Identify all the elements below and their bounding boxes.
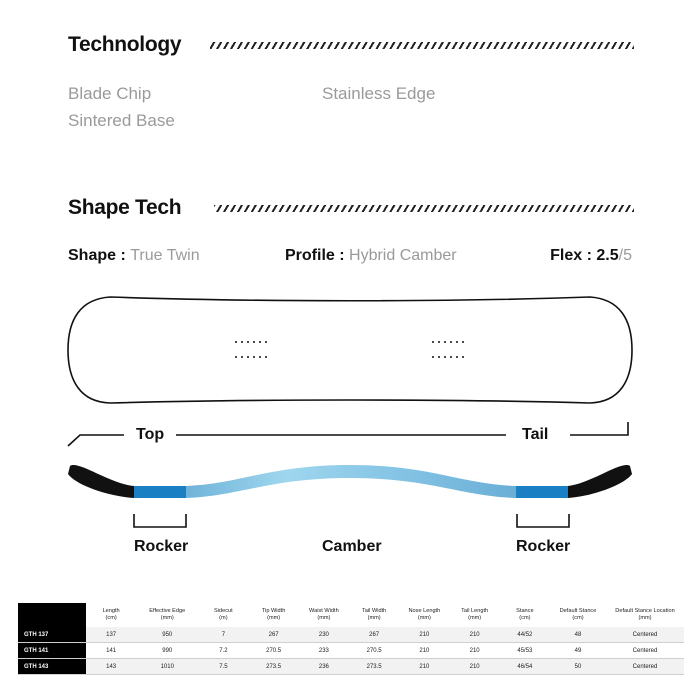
column-header-unit: (mm) [317, 615, 331, 621]
feature-sintered-base: Sintered Base [68, 111, 175, 130]
column-header-label: Tail Length [461, 608, 489, 614]
specs-table [18, 603, 684, 675]
column-header [136, 603, 198, 627]
shape-value: True Twin [130, 247, 200, 264]
column-header [198, 603, 248, 627]
table-cell: 210 [450, 627, 500, 643]
table-row [18, 659, 684, 675]
column-header-unit: (cm) [572, 615, 584, 621]
flex-max: /5 [618, 247, 632, 264]
rocker-left-section [134, 486, 186, 498]
table-cell: 233 [299, 643, 349, 659]
table-cell: 7 [198, 627, 248, 643]
technology-title: Technology [68, 33, 182, 56]
table-cell: 270.5 [249, 643, 299, 659]
model-header [18, 603, 86, 627]
profile-label: Profile : [285, 247, 345, 264]
table-cell: 210 [399, 643, 449, 659]
column-header-label: Tail Width [362, 608, 387, 614]
column-header-unit: (mm) [638, 615, 652, 621]
table-cell: 137 [86, 627, 136, 643]
table-cell: 210 [399, 659, 449, 675]
table-cell: 44/52 [500, 627, 550, 643]
table-cell: 7.5 [198, 659, 248, 675]
flex-label: Flex : [550, 247, 592, 264]
column-header-unit: (mm) [417, 615, 431, 621]
flex-value: 2.5 [596, 247, 619, 264]
column-header [249, 603, 299, 627]
column-header-label: Stance [516, 608, 534, 614]
feature-blade-chip: Blade Chip [68, 84, 152, 103]
column-header [550, 603, 606, 627]
table-cell: Centered [606, 627, 684, 643]
table-cell: 270.5 [349, 643, 399, 659]
table-cell: Centered [606, 643, 684, 659]
feature-stainless-edge: Stainless Edge [322, 84, 436, 103]
shape-tech-title: Shape Tech [68, 196, 182, 219]
column-header-unit: (mm) [267, 615, 281, 621]
rocker-left-bracket [134, 514, 186, 527]
rocker-right-label: Rocker [516, 538, 571, 555]
column-header [399, 603, 449, 627]
table-cell: 273.5 [349, 659, 399, 675]
column-header-unit: (mm) [367, 615, 381, 621]
profile-value: Hybrid Camber [349, 247, 457, 264]
table-cell: Centered [606, 659, 684, 675]
top-label: Top [136, 426, 165, 443]
table-cell: 1010 [136, 659, 198, 675]
table-cell: 267 [249, 627, 299, 643]
table-cell: 48 [550, 627, 606, 643]
column-header-label: Tip Width [261, 608, 286, 614]
table-row [18, 643, 684, 659]
table-cell: 990 [136, 643, 198, 659]
tail-indicator-line [570, 422, 628, 435]
column-header-unit: (mm) [468, 615, 482, 621]
column-header [349, 603, 399, 627]
column-header [500, 603, 550, 627]
column-header-label: Default Stance Location [615, 608, 675, 614]
table-cell: 141 [86, 643, 136, 659]
table-row [18, 627, 684, 643]
column-header-label: Waist Width [309, 608, 339, 614]
camber-section [186, 465, 516, 498]
camber-label: Camber [322, 538, 382, 555]
table-cell: 7.2 [198, 643, 248, 659]
column-header-unit: (cm) [519, 615, 531, 621]
rocker-left-label: Rocker [134, 538, 189, 555]
column-header [86, 603, 136, 627]
table-cell: 49 [550, 643, 606, 659]
model-name-cell: GTH 143 [18, 659, 86, 675]
tail-label: Tail [522, 426, 549, 443]
column-header [450, 603, 500, 627]
table-cell: 46/54 [500, 659, 550, 675]
column-header-label: Sidecut [214, 608, 233, 614]
table-cell: 50 [550, 659, 606, 675]
column-header-label: Nose Length [408, 608, 441, 614]
table-cell: 236 [299, 659, 349, 675]
table-cell: 143 [86, 659, 136, 675]
board-outline [68, 297, 632, 403]
table-cell: 210 [450, 643, 500, 659]
table-cell: 45/53 [500, 643, 550, 659]
tail-tip [568, 465, 632, 498]
shape-label: Shape : [68, 247, 126, 264]
nose-tip [68, 465, 134, 498]
column-header [299, 603, 349, 627]
table-cell: 230 [299, 627, 349, 643]
table-cell: 950 [136, 627, 198, 643]
column-header-unit: (cm) [105, 615, 117, 621]
column-header-unit: (mm) [160, 615, 174, 621]
specs-header-row [18, 603, 684, 627]
column-header-label: Default Stance [559, 608, 597, 614]
model-name-cell: GTH 137 [18, 627, 86, 643]
column-header-label: Effective Edge [149, 608, 186, 614]
model-name-cell: GTH 141 [18, 643, 86, 659]
top-indicator-line [68, 435, 124, 446]
rocker-right-section [516, 486, 568, 498]
table-cell: 210 [399, 627, 449, 643]
table-cell: 273.5 [249, 659, 299, 675]
column-header-label: Length [102, 608, 120, 614]
table-cell: 210 [450, 659, 500, 675]
column-header-unit: (m) [219, 615, 228, 621]
column-header [606, 603, 684, 627]
table-cell: 267 [349, 627, 399, 643]
rocker-right-bracket [517, 514, 569, 527]
